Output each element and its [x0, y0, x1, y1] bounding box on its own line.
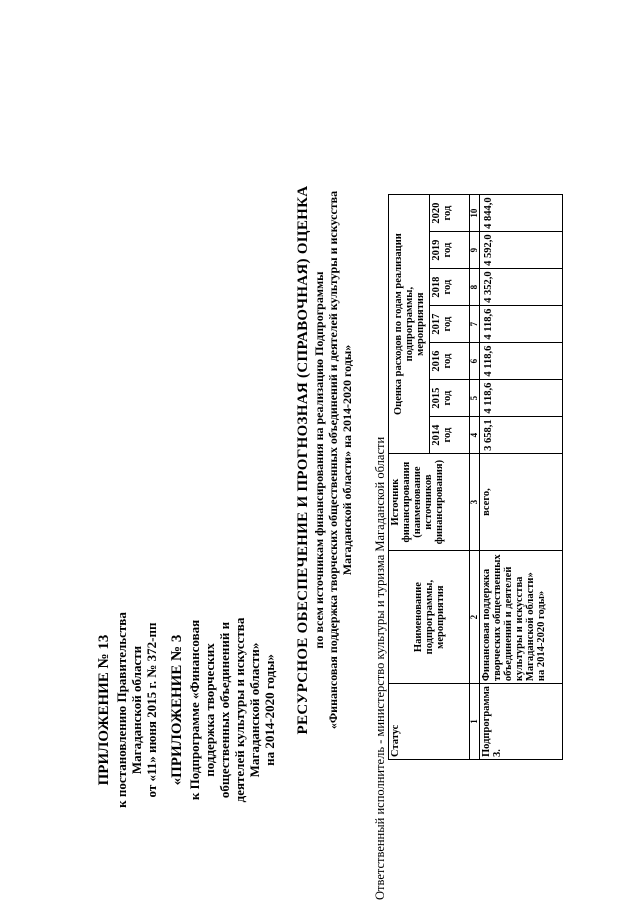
header-year: 2015 год	[430, 380, 470, 417]
appendix-13-block	[95, 560, 159, 860]
row-value-2015: 4 118,6	[480, 380, 563, 417]
funding-table	[388, 194, 563, 760]
row-status: Подпрограмма 3.	[480, 684, 563, 760]
header-year: 2019 год	[430, 232, 470, 269]
appendix-13-title: ПРИЛОЖЕНИЕ № 13	[96, 634, 112, 786]
appendix-13-line3: от «11» июня 2015 г. № 372-пп	[144, 622, 159, 798]
appendix-3-line3: общественных объединений и	[217, 621, 232, 799]
header-year: 2020 год	[430, 195, 470, 232]
appendix-13-line1: к постановлению Правительства	[114, 612, 129, 808]
heading-line2: по всем источникам финансирования на реализацию Подпрограммы	[312, 271, 326, 649]
appendix-3-line4: деятелей культуры и искусства	[232, 617, 247, 803]
row-value-2016: 4 118,6	[480, 343, 563, 380]
header-row-1	[389, 195, 430, 760]
appendix-3-line5: Магаданской области»	[247, 642, 262, 778]
column-number: 8	[470, 269, 480, 306]
header-status: Статус	[389, 684, 470, 760]
table-row	[480, 195, 563, 760]
column-number: 7	[470, 306, 480, 343]
header-year: 2018 год	[430, 269, 470, 306]
row-value-2018: 4 352,0	[480, 269, 563, 306]
appendix-3-line2: поддержка творческих	[202, 643, 217, 777]
column-number: 3	[470, 454, 480, 551]
appendix-3-line6: на 2014-2020 годы»	[262, 654, 277, 766]
row-value-2017: 4 118,6	[480, 306, 563, 343]
header-name: Наименование подпрограммы, мероприятия	[389, 551, 470, 684]
column-number: 6	[470, 343, 480, 380]
responsible-executor: Ответственный исполнитель - министерство культуры и туризма Магаданской области	[373, 436, 387, 900]
column-number: 10	[470, 195, 480, 232]
header-year: 2017 год	[430, 306, 470, 343]
column-number: 1	[470, 684, 480, 760]
row-value-2014: 3 658,1	[480, 417, 563, 454]
column-number: 2	[470, 551, 480, 684]
column-number-row	[470, 195, 480, 760]
column-number: 4	[470, 417, 480, 454]
header-source: Источник финансирования (наименование источников финансирования)	[389, 454, 470, 551]
heading-line4: Магаданской области» на 2014-2020 годы»	[340, 344, 354, 576]
header-year: 2016 год	[430, 343, 470, 380]
appendix-3-line1: к Подпрограмме «Финансовая	[187, 619, 202, 801]
appendix-3-block	[168, 560, 277, 860]
row-value-2019: 4 592,0	[480, 232, 563, 269]
header-year: 2014 год	[430, 417, 470, 454]
header-estimate: Оценка расходов по годам реализации подпрограммы, мероприятия	[389, 195, 430, 454]
row-source: всего,	[480, 454, 563, 551]
column-number: 5	[470, 380, 480, 417]
appendix-3-title: «ПРИЛОЖЕНИЕ № 3	[169, 634, 185, 786]
heading-line1: РЕСУРСНОЕ ОБЕСПЕЧЕНИЕ И ПРОГНОЗНАЯ (СПРАВОЧНАЯ) ОЦЕНКА	[295, 185, 311, 735]
row-name: Финансовая поддержка творческих общественных объединений и деятелей культуры и искусства Магаданской области» на 2014-2020 годы»	[480, 551, 563, 684]
heading-line3: «Финансовая поддержка творческих общественных объединений и деятелей культуры и искусства	[326, 190, 340, 730]
document-heading	[295, 115, 354, 805]
row-value-2020: 4 844,0	[480, 195, 563, 232]
appendix-13-line2: Магаданской области	[129, 645, 144, 775]
column-number: 9	[470, 232, 480, 269]
